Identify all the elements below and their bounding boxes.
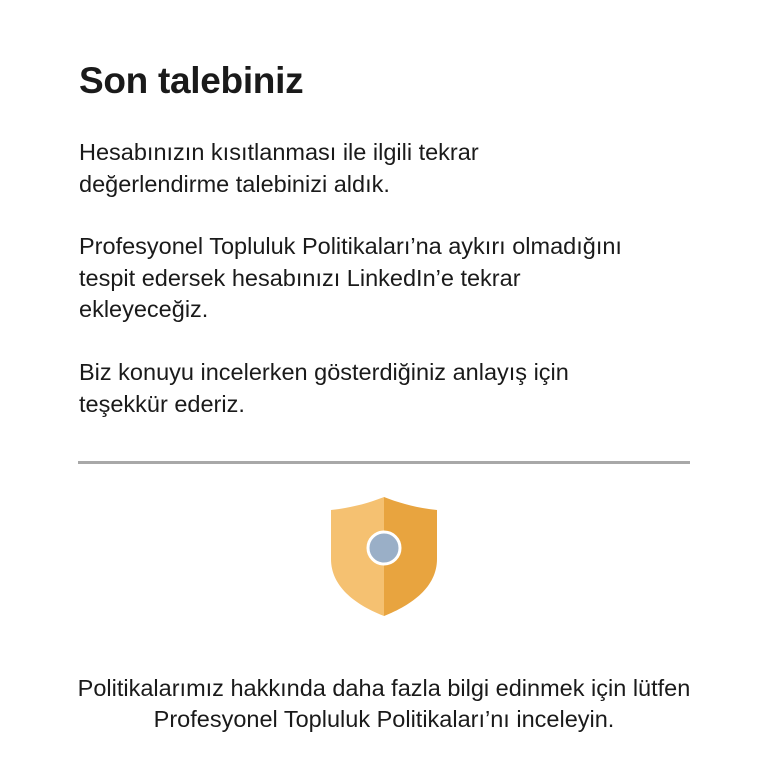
policies-link-text[interactable]: Politikalarımız hakkında daha fazla bilgi edinmek için lütfen Profesyonel Topluluk Politikaları’nı inceleyin. [77,675,691,732]
page-title: Son talebiniz [79,60,304,101]
policy-review-text: Profesyonel Topluluk Politikaları’na aykırı olmadığını tespit edersek hesabınızı LinkedIn’e tekrar ekleyeceğiz. [79,233,622,322]
thanks-text: Biz konuyu incelerken gösterdiğiniz anlayış için teşekkür ederiz. [79,359,569,417]
request-received-text: Hesabınızın kısıtlanması ile ilgili tekrar değerlendirme talebinizi aldık. [79,139,479,197]
divider [78,461,690,464]
shield-icon [331,497,437,616]
